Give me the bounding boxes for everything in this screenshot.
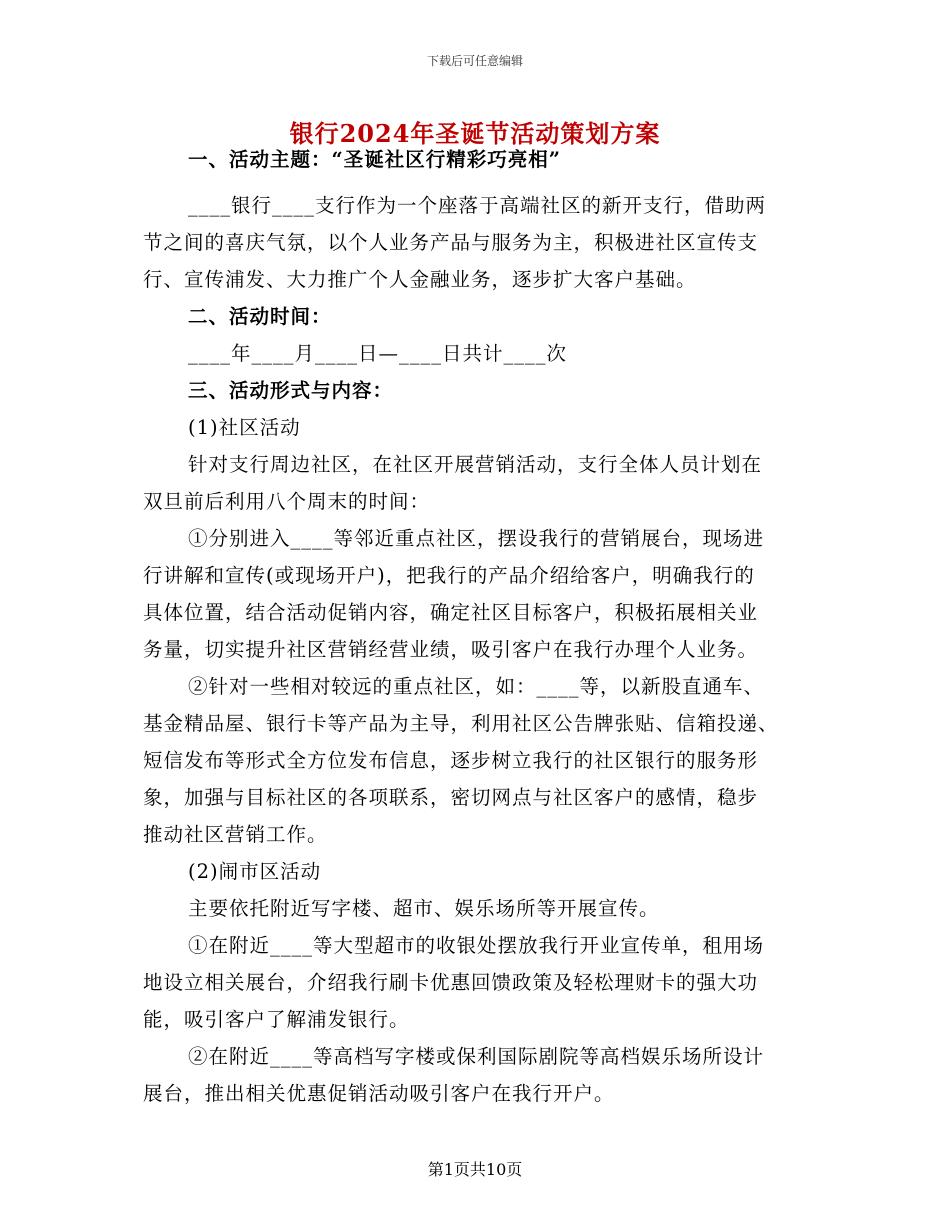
section-heading-content: 三、活动形式与内容： — [188, 379, 394, 402]
paragraph-line: 主要依托附近写字楼、超市、娱乐场所等开展宣传。 — [188, 897, 660, 920]
paragraph-line: 地设立相关展台，介绍我行刷卡优惠回馈政策及轻松理财卡的强大功 — [143, 971, 759, 994]
subheading-downtown: (2)闹市区活动 — [188, 860, 322, 883]
paragraph-line: 推动社区营销工作。 — [143, 823, 328, 846]
paragraph-line: 短信发布等形式全方位发布信息，逐步树立我行的社区银行的服务形 — [143, 749, 759, 772]
paragraph-line: ①在附近____等大型超市的收银处摆放我行开业宣传单，租用场 — [188, 934, 765, 957]
paragraph-line: 节之间的喜庆气氛，以个人业务产品与服务为主，积极进社区宣传支 — [143, 231, 759, 254]
paragraph-line: 象，加强与目标社区的各项联系，密切网点与社区客户的感情，稳步 — [143, 786, 759, 809]
subheading-community: (1)社区活动 — [188, 416, 301, 439]
paragraph-line: 行、宣传浦发、大力推广个人金融业务，逐步扩大客户基础。 — [143, 268, 697, 291]
paragraph-line: ②针对一些相对较远的重点社区，如：____等，以新股直通车、 — [188, 675, 765, 698]
paragraph-line: ____银行____支行作为一个座落于高端社区的新开支行，借助两 — [188, 194, 767, 217]
date-blank-line: ____年____月____日—____日共计____次 — [188, 342, 568, 365]
paragraph-line: 具体位置，结合活动促销内容，确定社区目标客户，积极拓展相关业 — [143, 601, 759, 624]
paragraph-line: 能，吸引客户了解浦发银行。 — [143, 1008, 410, 1031]
paragraph-line: 针对支行周边社区，在社区开展营销活动，支行全体人员计划在 — [188, 453, 763, 476]
paragraph-line: 基金精品屋、银行卡等产品为主导，利用社区公告牌张贴、信箱投递、 — [143, 712, 779, 735]
paragraph-line: 务量，切实提升社区营销经营业绩，吸引客户在我行办理个人业务。 — [143, 638, 759, 661]
section-heading-theme: 一、活动主题：“圣诞社区行精彩巧亮相” — [188, 148, 561, 171]
section-heading-time: 二、活动时间： — [188, 305, 332, 328]
paragraph-line: ②在附近____等高档写字楼或保利国际剧院等高档娱乐场所设计 — [188, 1045, 765, 1068]
document-title: 银行2024年圣诞节活动策划方案 — [289, 119, 661, 148]
paragraph-line: 行讲解和宣传(或现场开户)，把我行的产品介绍给客户，明确我行的 — [143, 564, 755, 587]
header-note: 下载后可任意编辑 — [426, 54, 523, 68]
page-number: 第1页共10页 — [427, 1160, 523, 1179]
paragraph-line: ①分别进入____等邻近重点社区，摆设我行的营销展台，现场进 — [188, 527, 765, 550]
paragraph-line: 双旦前后利用八个周末的时间： — [143, 490, 431, 513]
paragraph-line: 展台，推出相关优惠促销活动吸引客户在我行开户。 — [143, 1082, 615, 1105]
